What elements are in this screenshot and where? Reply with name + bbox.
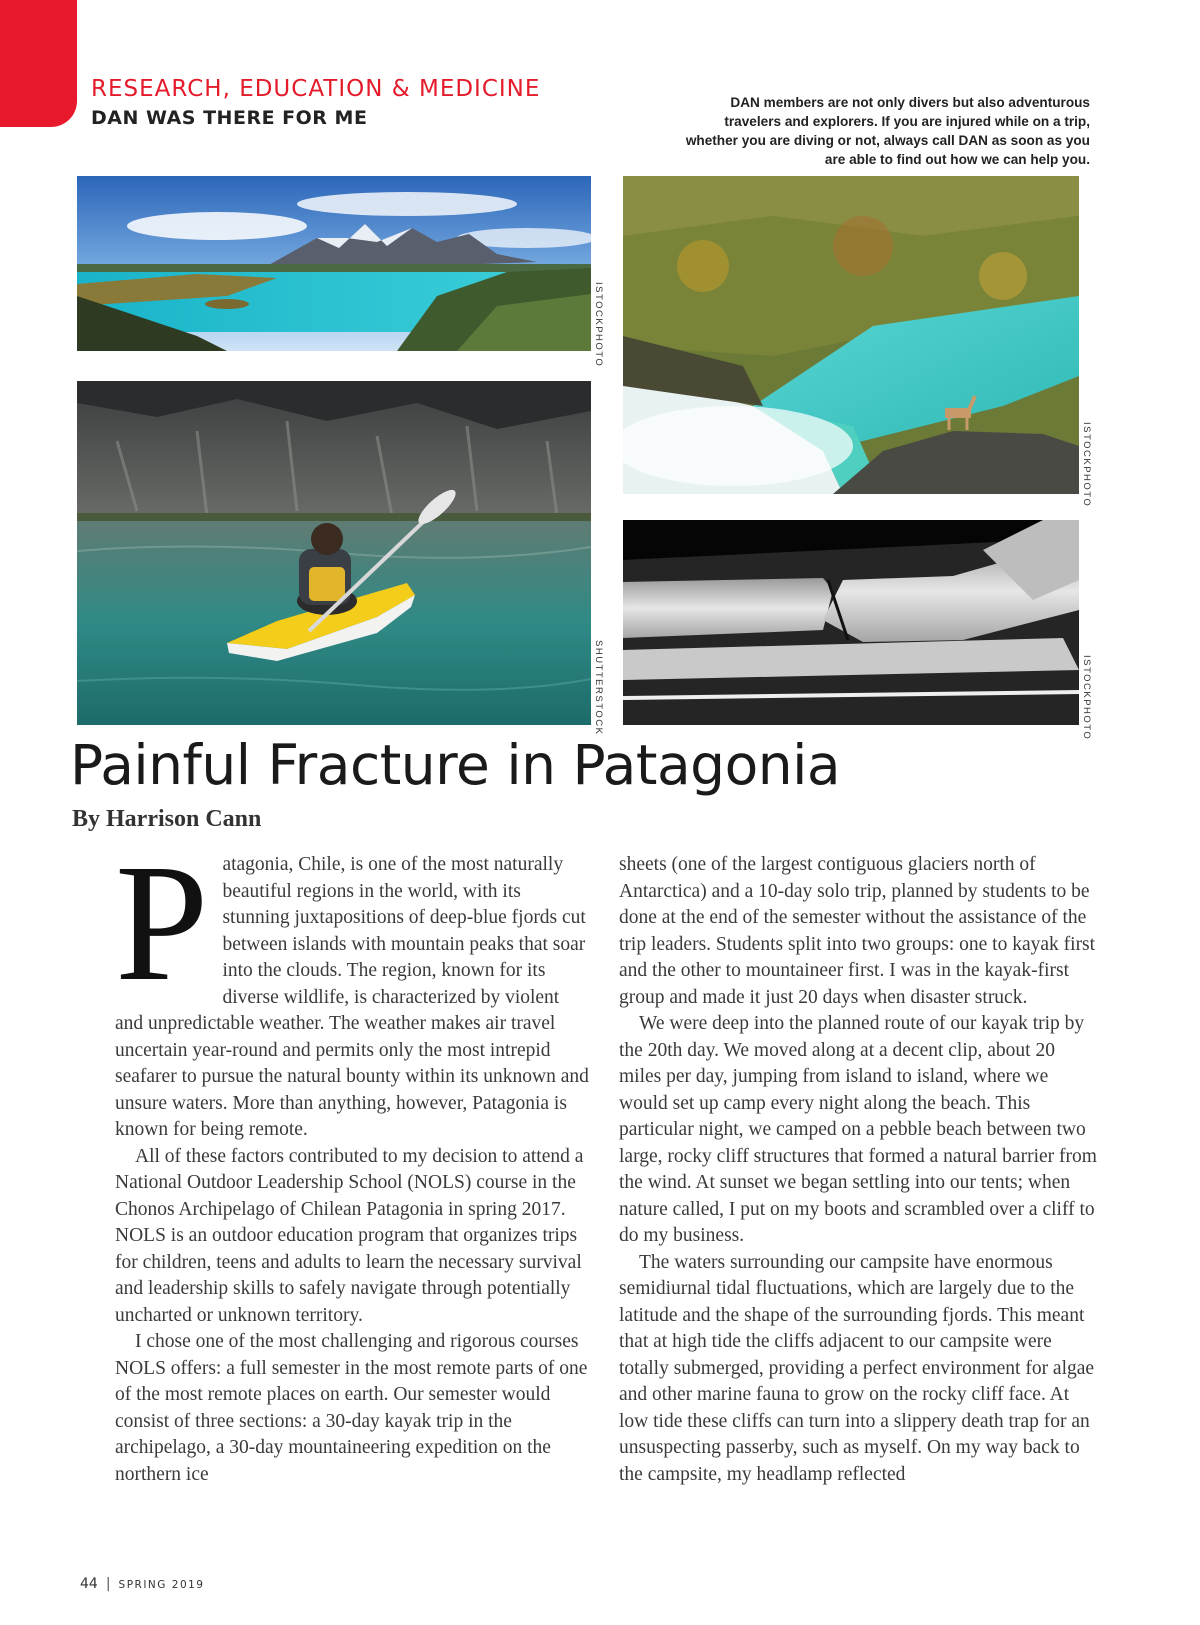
article-column-left: [115, 830, 590, 1488]
lake-mountains-photo: [77, 176, 591, 351]
xray-photo-credit: ISTOCKPHOTO: [1081, 655, 1092, 741]
article-paragraph-4: We were deep into the planned route of our kayak trip by the 20th day. We moved along at a decent clip, about 20 miles per day, jumping from island to island, where we would set up camp every night along the beach. This particular night, we camped on a pebble beach between two large, rocky cliff structures that formed a natural barrier from the wind. At sunset we began settling into our tents; when nature called, I put on my boots and scrambled over a cliff to do my business.: [619, 1013, 1097, 1246]
article-paragraph-5: The waters surrounding our campsite have enormous semidiurnal tidal fluctuations, which are largely due to the latitude and the shape of the surrounding fjords. This meant that at high tide the cliffs adjacent to our campsite were totally submerged, providing a perfect environment for algae and other marine fauna to grow on the rocky cliff face. At low tide these cliffs can turn into a slippery death trap for an unsuspecting passerby, such as myself. On my way back to the campsite, my headlamp reflected: [619, 1251, 1095, 1485]
paragraph-1-text: atagonia, Chile, is one of the most naturally beautiful regions in the world, with its stunning juxtapositions of deep-blue fjords cut between islands with mountain peaks that soar into the clouds. The region, known for its diverse wildlife, is characterized by violent and unpredictable weather. The weather makes air travel uncertain year-round and permits only the most intrepid seafarer to pursue the natural bounty within its unknown and unsure waters. More than anything, however, Patagonia is known for being remote.: [115, 854, 589, 1140]
page-number: 44: [80, 1576, 98, 1592]
waterfall-photo: [623, 176, 1079, 494]
article-paragraph-1: [115, 830, 590, 1144]
xray-photo: [623, 520, 1079, 725]
kayak-photo: [77, 381, 591, 725]
lake-photo-credit: ISTOCKPHOTO: [593, 282, 604, 368]
article-byline: By Harrison Cann: [72, 806, 262, 832]
article-column-right: [619, 852, 1101, 1488]
waterfall-photo-credit: ISTOCKPHOTO: [1081, 422, 1092, 508]
article-headline: Painful Fracture in Patagonia: [70, 733, 841, 797]
page-footer: [80, 1576, 205, 1592]
intro-blurb: DAN members are not only divers but also adventurous travelers and explorers. If you are injured while on a trip, whether you are diving or not, always call DAN as soon as you are able to find out how we can help you.: [685, 95, 1090, 167]
article-paragraph-3-continued: sheets (one of the largest contiguous glaciers north of Antarctica) and a 10-day solo trip, planned by students to be done at the end of the semester without the assistance of the trip leaders. Students split into two groups: one to kayak first and the other to mountaineer first. I was in the kayak-first group and made it just 20 days when disaster struck.: [619, 854, 1096, 1008]
drop-cap: P: [115, 830, 209, 1016]
kayak-photo-credit: SHUTTERSTOCK: [593, 640, 604, 736]
subsection-title: DAN WAS THERE FOR ME: [91, 107, 368, 129]
article-paragraph-2: All of these factors contributed to my decision to attend a National Outdoor Leadership School (NOLS) course in the Chonos Archipelago of Chilean Patagonia in spring 2017. NOLS is an outdoor education program that organizes trips for children, teens and adults to learn the necessary survival and leadership skills to safely navigate through potentially uncharted or unknown territory.: [115, 1145, 584, 1326]
article-paragraph-3: I chose one of the most challenging and rigorous courses NOLS offers: a full semester in the most remote parts of one of the most remote places on earth. Our semester would consist of three sections: a 30-day kayak trip in the archipelago, a 30-day mountaineering expedition on the northern ice: [115, 1331, 588, 1485]
issue-label: SPRING 2019: [118, 1579, 205, 1591]
section-color-tab: [0, 0, 77, 127]
section-title: RESEARCH, EDUCATION & MEDICINE: [91, 76, 541, 102]
footer-divider: |: [105, 1576, 111, 1592]
